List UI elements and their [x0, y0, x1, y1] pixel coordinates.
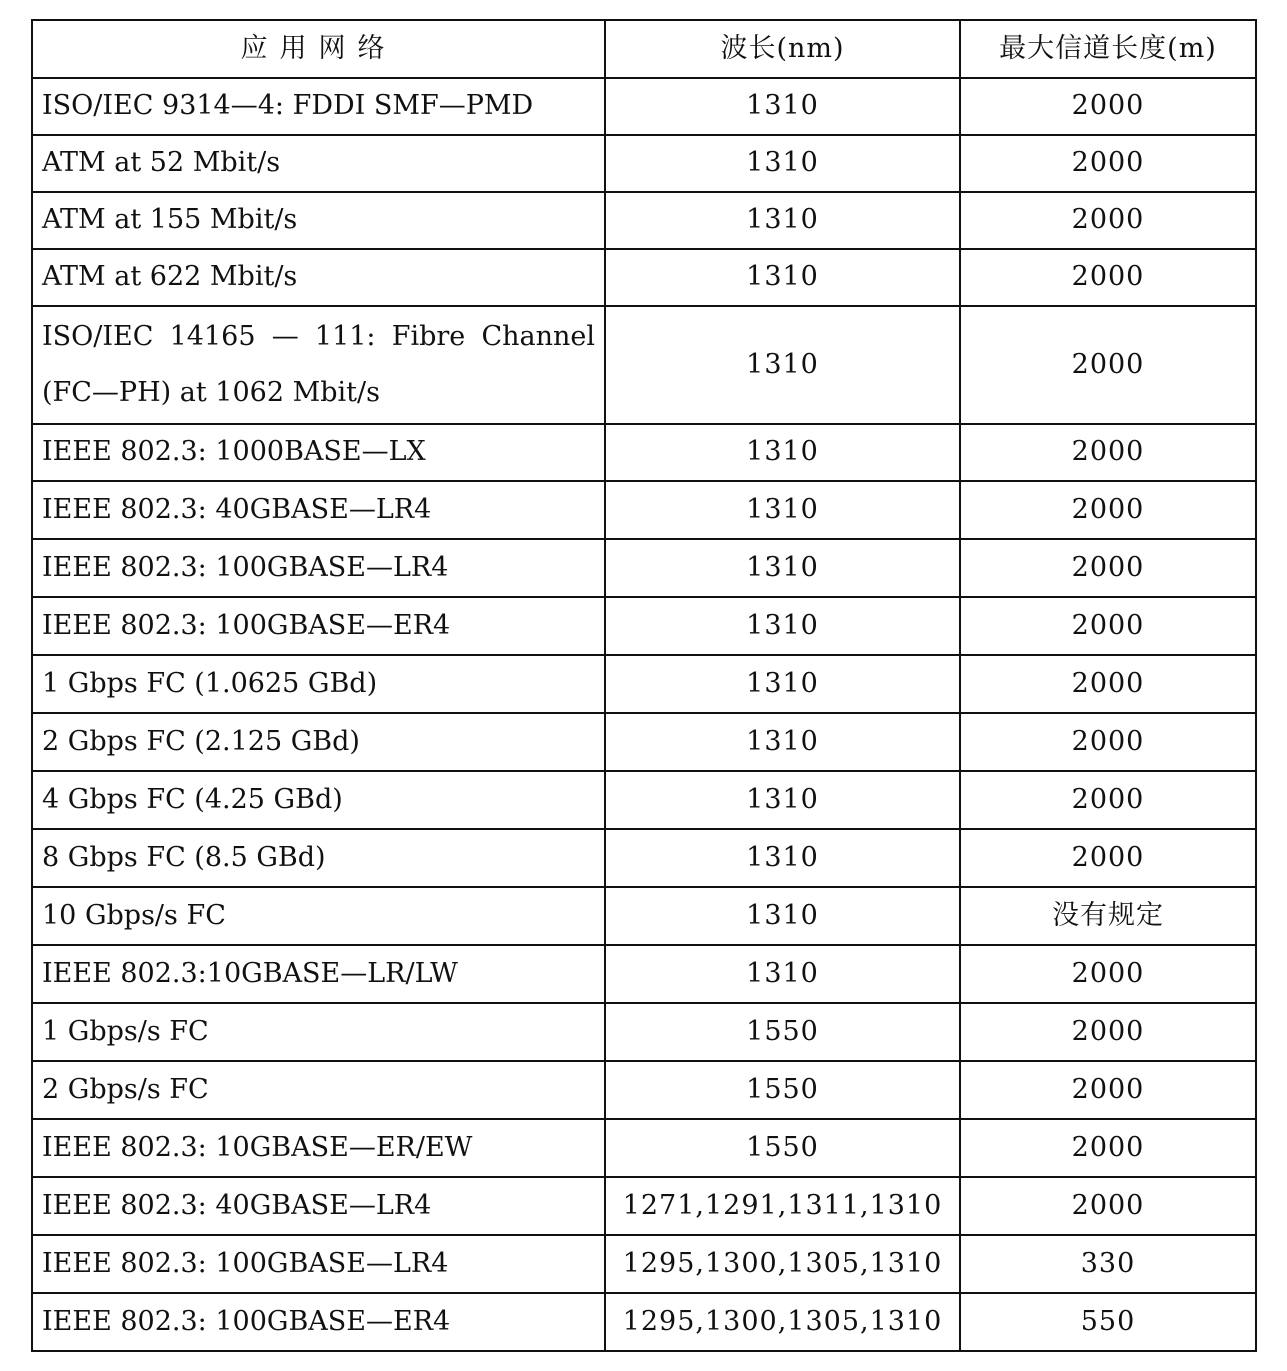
cell-wavelength: 1550	[605, 1119, 960, 1177]
table-row	[32, 192, 1256, 249]
cell-application: IEEE 802.3: 100GBASE—LR4	[32, 539, 605, 597]
cell-wavelength: 1295,1300,1305,1310	[605, 1235, 960, 1293]
table-row	[32, 1061, 1256, 1119]
table-row	[32, 1003, 1256, 1061]
table-row	[32, 78, 1256, 135]
cell-application: IEEE 802.3: 10GBASE—ER/EW	[32, 1119, 605, 1177]
table-row	[32, 306, 1256, 424]
cell-max-length: 2000	[960, 1003, 1256, 1061]
table-row	[32, 1177, 1256, 1235]
cell-application: IEEE 802.3: 100GBASE—LR4	[32, 1235, 605, 1293]
table-row	[32, 887, 1256, 945]
table-row	[32, 481, 1256, 539]
cell-max-length: 2000	[960, 192, 1256, 249]
cell-wavelength: 1310	[605, 192, 960, 249]
cell-max-length: 2000	[960, 78, 1256, 135]
cell-application: 1 Gbps FC (1.0625 GBd)	[32, 655, 605, 713]
table-row	[32, 135, 1256, 192]
cell-wavelength: 1310	[605, 771, 960, 829]
table-row	[32, 249, 1256, 306]
cell-wavelength: 1310	[605, 597, 960, 655]
cell-max-length: 2000	[960, 539, 1256, 597]
cell-application: ISO/IEC 9314—4: FDDI SMF—PMD	[32, 78, 605, 135]
table-row	[32, 945, 1256, 1003]
cell-max-length: 550	[960, 1293, 1256, 1351]
cell-wavelength: 1310	[605, 713, 960, 771]
header-application: 应用网络	[32, 20, 605, 78]
cell-application: 10 Gbps/s FC	[32, 887, 605, 945]
cell-max-length: 2000	[960, 306, 1256, 424]
cell-max-length: 2000	[960, 249, 1256, 306]
cell-wavelength: 1310	[605, 887, 960, 945]
cell-max-length: 2000	[960, 481, 1256, 539]
cell-wavelength: 1271,1291,1311,1310	[605, 1177, 960, 1235]
cell-application: 8 Gbps FC (8.5 GBd)	[32, 829, 605, 887]
cell-max-length: 2000	[960, 945, 1256, 1003]
cell-max-length: 2000	[960, 655, 1256, 713]
table-body	[32, 78, 1256, 1351]
cell-max-length: 2000	[960, 829, 1256, 887]
cell-max-length: 没有规定	[960, 887, 1256, 945]
cell-wavelength: 1310	[605, 481, 960, 539]
cell-wavelength: 1310	[605, 655, 960, 713]
network-spec-table	[31, 19, 1257, 1352]
cell-max-length: 2000	[960, 135, 1256, 192]
cell-application: IEEE 802.3: 100GBASE—ER4	[32, 1293, 605, 1351]
cell-max-length: 2000	[960, 1061, 1256, 1119]
cell-wavelength: 1310	[605, 306, 960, 424]
table-row	[32, 829, 1256, 887]
table-row	[32, 1119, 1256, 1177]
header-wavelength: 波长(nm)	[605, 20, 960, 78]
cell-max-length: 2000	[960, 1119, 1256, 1177]
cell-max-length: 2000	[960, 1177, 1256, 1235]
cell-wavelength: 1310	[605, 539, 960, 597]
table-row	[32, 539, 1256, 597]
cell-max-length: 330	[960, 1235, 1256, 1293]
cell-application: 2 Gbps FC (2.125 GBd)	[32, 713, 605, 771]
cell-max-length: 2000	[960, 597, 1256, 655]
cell-application: IEEE 802.3: 1000BASE—LX	[32, 424, 605, 481]
cell-application: 1 Gbps/s FC	[32, 1003, 605, 1061]
table-row	[32, 771, 1256, 829]
table-row	[32, 424, 1256, 481]
table-row	[32, 597, 1256, 655]
cell-application: IEEE 802.3: 40GBASE—LR4	[32, 481, 605, 539]
table-row	[32, 655, 1256, 713]
cell-wavelength: 1550	[605, 1061, 960, 1119]
cell-wavelength: 1310	[605, 249, 960, 306]
table-row	[32, 713, 1256, 771]
cell-max-length: 2000	[960, 771, 1256, 829]
cell-wavelength: 1310	[605, 78, 960, 135]
cell-application: IEEE 802.3: 100GBASE—ER4	[32, 597, 605, 655]
cell-wavelength: 1550	[605, 1003, 960, 1061]
cell-application: ATM at 155 Mbit/s	[32, 192, 605, 249]
cell-wavelength: 1310	[605, 135, 960, 192]
cell-wavelength: 1310	[605, 424, 960, 481]
table-header-row	[32, 20, 1256, 78]
cell-application: 4 Gbps FC (4.25 GBd)	[32, 771, 605, 829]
cell-wavelength: 1310	[605, 945, 960, 1003]
cell-max-length: 2000	[960, 424, 1256, 481]
cell-wavelength: 1310	[605, 829, 960, 887]
cell-application: ATM at 622 Mbit/s	[32, 249, 605, 306]
cell-application: ISO/IEC 14165 — 111: Fibre Channel (FC—PH) at 1062 Mbit/s	[32, 306, 605, 424]
cell-max-length: 2000	[960, 713, 1256, 771]
cell-application: ATM at 52 Mbit/s	[32, 135, 605, 192]
cell-application: 2 Gbps/s FC	[32, 1061, 605, 1119]
header-max-length: 最大信道长度(m)	[960, 20, 1256, 78]
table-row	[32, 1293, 1256, 1351]
cell-wavelength: 1295,1300,1305,1310	[605, 1293, 960, 1351]
cell-application: IEEE 802.3: 40GBASE—LR4	[32, 1177, 605, 1235]
table-row	[32, 1235, 1256, 1293]
cell-application: IEEE 802.3:10GBASE—LR/LW	[32, 945, 605, 1003]
